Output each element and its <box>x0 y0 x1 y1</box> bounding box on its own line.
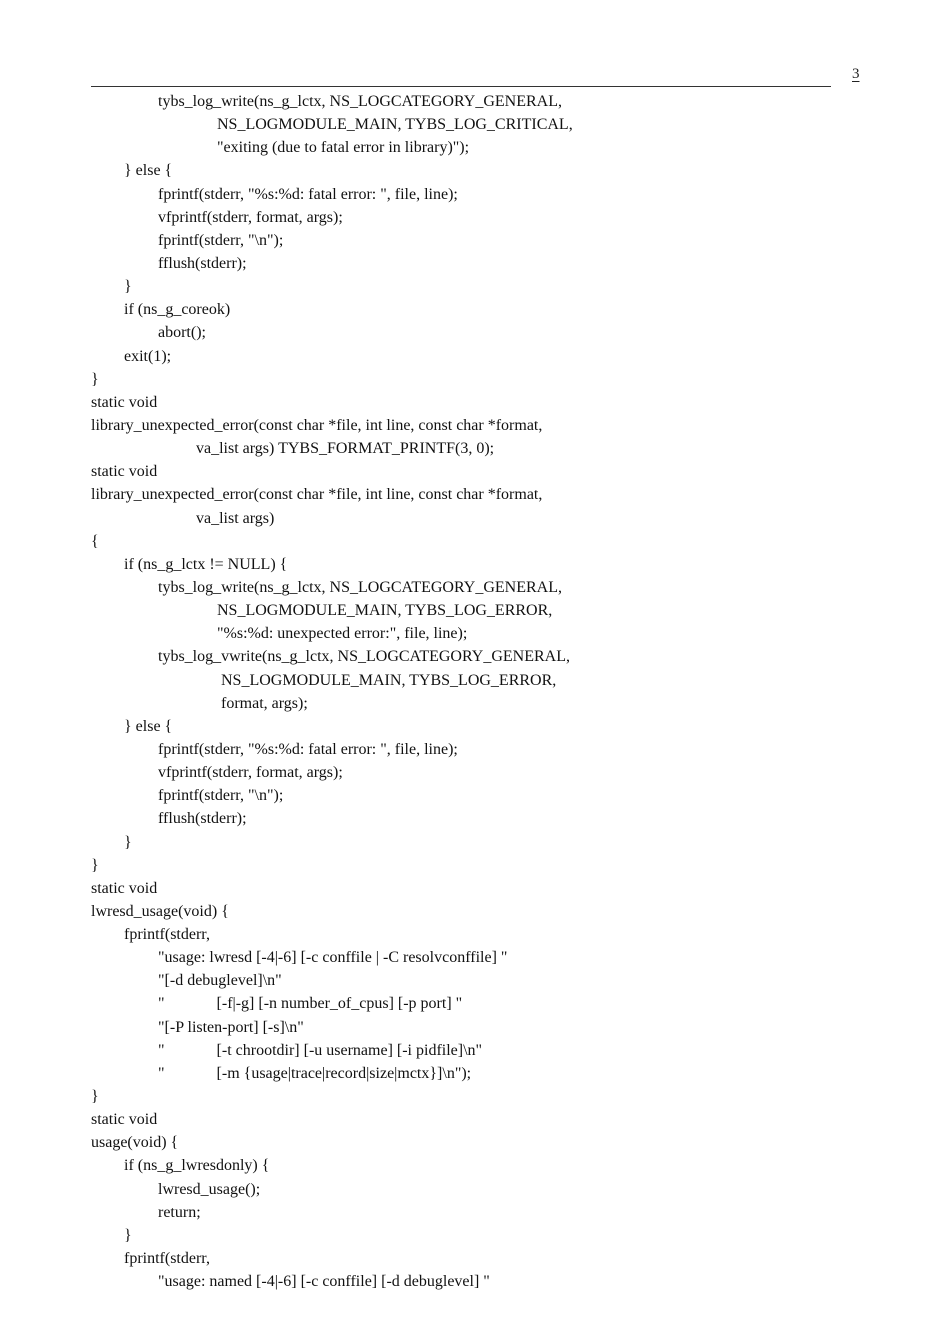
code-line: } else { <box>124 717 173 735</box>
code-line: static void <box>91 879 158 897</box>
code-line: fprintf(stderr, "\n"); <box>158 231 284 249</box>
code-line: fprintf(stderr, <box>124 1250 210 1268</box>
code-line: format, args); <box>221 694 308 712</box>
code-line: " [-m {usage|trace|record|size|mctx}]\n"); <box>158 1064 472 1082</box>
code-line: } <box>91 370 99 388</box>
code-line: if (ns_g_coreok) <box>124 301 231 319</box>
code-listing <box>91 90 573 1293</box>
code-line: library_unexpected_error(const char *file, int line, const char *format, <box>91 486 543 504</box>
code-line: if (ns_g_lwresdonly) { <box>124 1157 270 1175</box>
code-line: tybs_log_write(ns_g_lctx, NS_LOGCATEGORY_GENERAL, <box>158 578 562 596</box>
code-line: NS_LOGMODULE_MAIN, TYBS_LOG_CRITICAL, <box>217 116 573 134</box>
code-line: lwresd_usage(); <box>158 1180 261 1198</box>
code-line: if (ns_g_lctx != NULL) { <box>124 555 288 573</box>
code-line: va_list args) <box>196 509 275 527</box>
code-line: static void <box>91 1111 158 1129</box>
code-line: } <box>124 833 132 851</box>
code-line: static void <box>91 393 158 411</box>
code-line: } <box>124 1226 132 1244</box>
code-line: fflush(stderr); <box>158 810 247 828</box>
code-line: lwresd_usage(void) { <box>91 902 229 920</box>
code-line: fprintf(stderr, "\n"); <box>158 787 284 805</box>
code-line: } <box>91 856 99 874</box>
code-line: "usage: named [-4|-6] [-c conffile] [-d debuglevel] " <box>158 1273 490 1291</box>
code-line: NS_LOGMODULE_MAIN, TYBS_LOG_ERROR, <box>217 602 553 620</box>
code-line: NS_LOGMODULE_MAIN, TYBS_LOG_ERROR, <box>221 671 557 689</box>
code-line: va_list args) TYBS_FORMAT_PRINTF(3, 0); <box>196 440 495 458</box>
code-line: usage(void) { <box>91 1134 179 1152</box>
code-line: return; <box>158 1203 201 1221</box>
code-line: "usage: lwresd [-4|-6] [-c conffile | -C resolvconffile] " <box>158 949 508 967</box>
code-line: exit(1); <box>124 347 172 365</box>
code-line: "%s:%d: unexpected error:", file, line); <box>217 625 468 643</box>
code-line: fflush(stderr); <box>158 254 247 272</box>
code-line: fprintf(stderr, <box>124 926 210 944</box>
code-line: " [-f|-g] [-n number_of_cpus] [-p port] " <box>158 995 463 1013</box>
code-line: fprintf(stderr, "%s:%d: fatal error: ", file, line); <box>158 740 458 758</box>
code-line: vfprintf(stderr, format, args); <box>158 208 343 226</box>
page-number: 3 <box>852 66 860 82</box>
code-line: abort(); <box>158 324 206 342</box>
code-line: { <box>91 532 99 550</box>
code-line: } <box>124 278 132 296</box>
code-line: static void <box>91 463 158 481</box>
code-line: } else { <box>124 162 173 180</box>
code-line: fprintf(stderr, "%s:%d: fatal error: ", file, line); <box>158 185 458 203</box>
code-line: library_unexpected_error(const char *file, int line, const char *format, <box>91 416 543 434</box>
code-line: vfprintf(stderr, format, args); <box>158 764 343 782</box>
header-rule <box>91 86 831 87</box>
code-line: } <box>91 1088 99 1106</box>
code-line: tybs_log_vwrite(ns_g_lctx, NS_LOGCATEGORY_GENERAL, <box>158 648 570 666</box>
code-line: tybs_log_write(ns_g_lctx, NS_LOGCATEGORY_GENERAL, <box>158 93 562 110</box>
code-line: "[-P listen-port] [-s]\n" <box>158 1018 304 1036</box>
code-line: "[-d debuglevel]\n" <box>158 972 282 990</box>
code-line: " [-t chrootdir] [-u username] [-i pidfile]\n" <box>158 1041 483 1059</box>
code-line: "exiting (due to fatal error in library)"); <box>217 139 470 157</box>
